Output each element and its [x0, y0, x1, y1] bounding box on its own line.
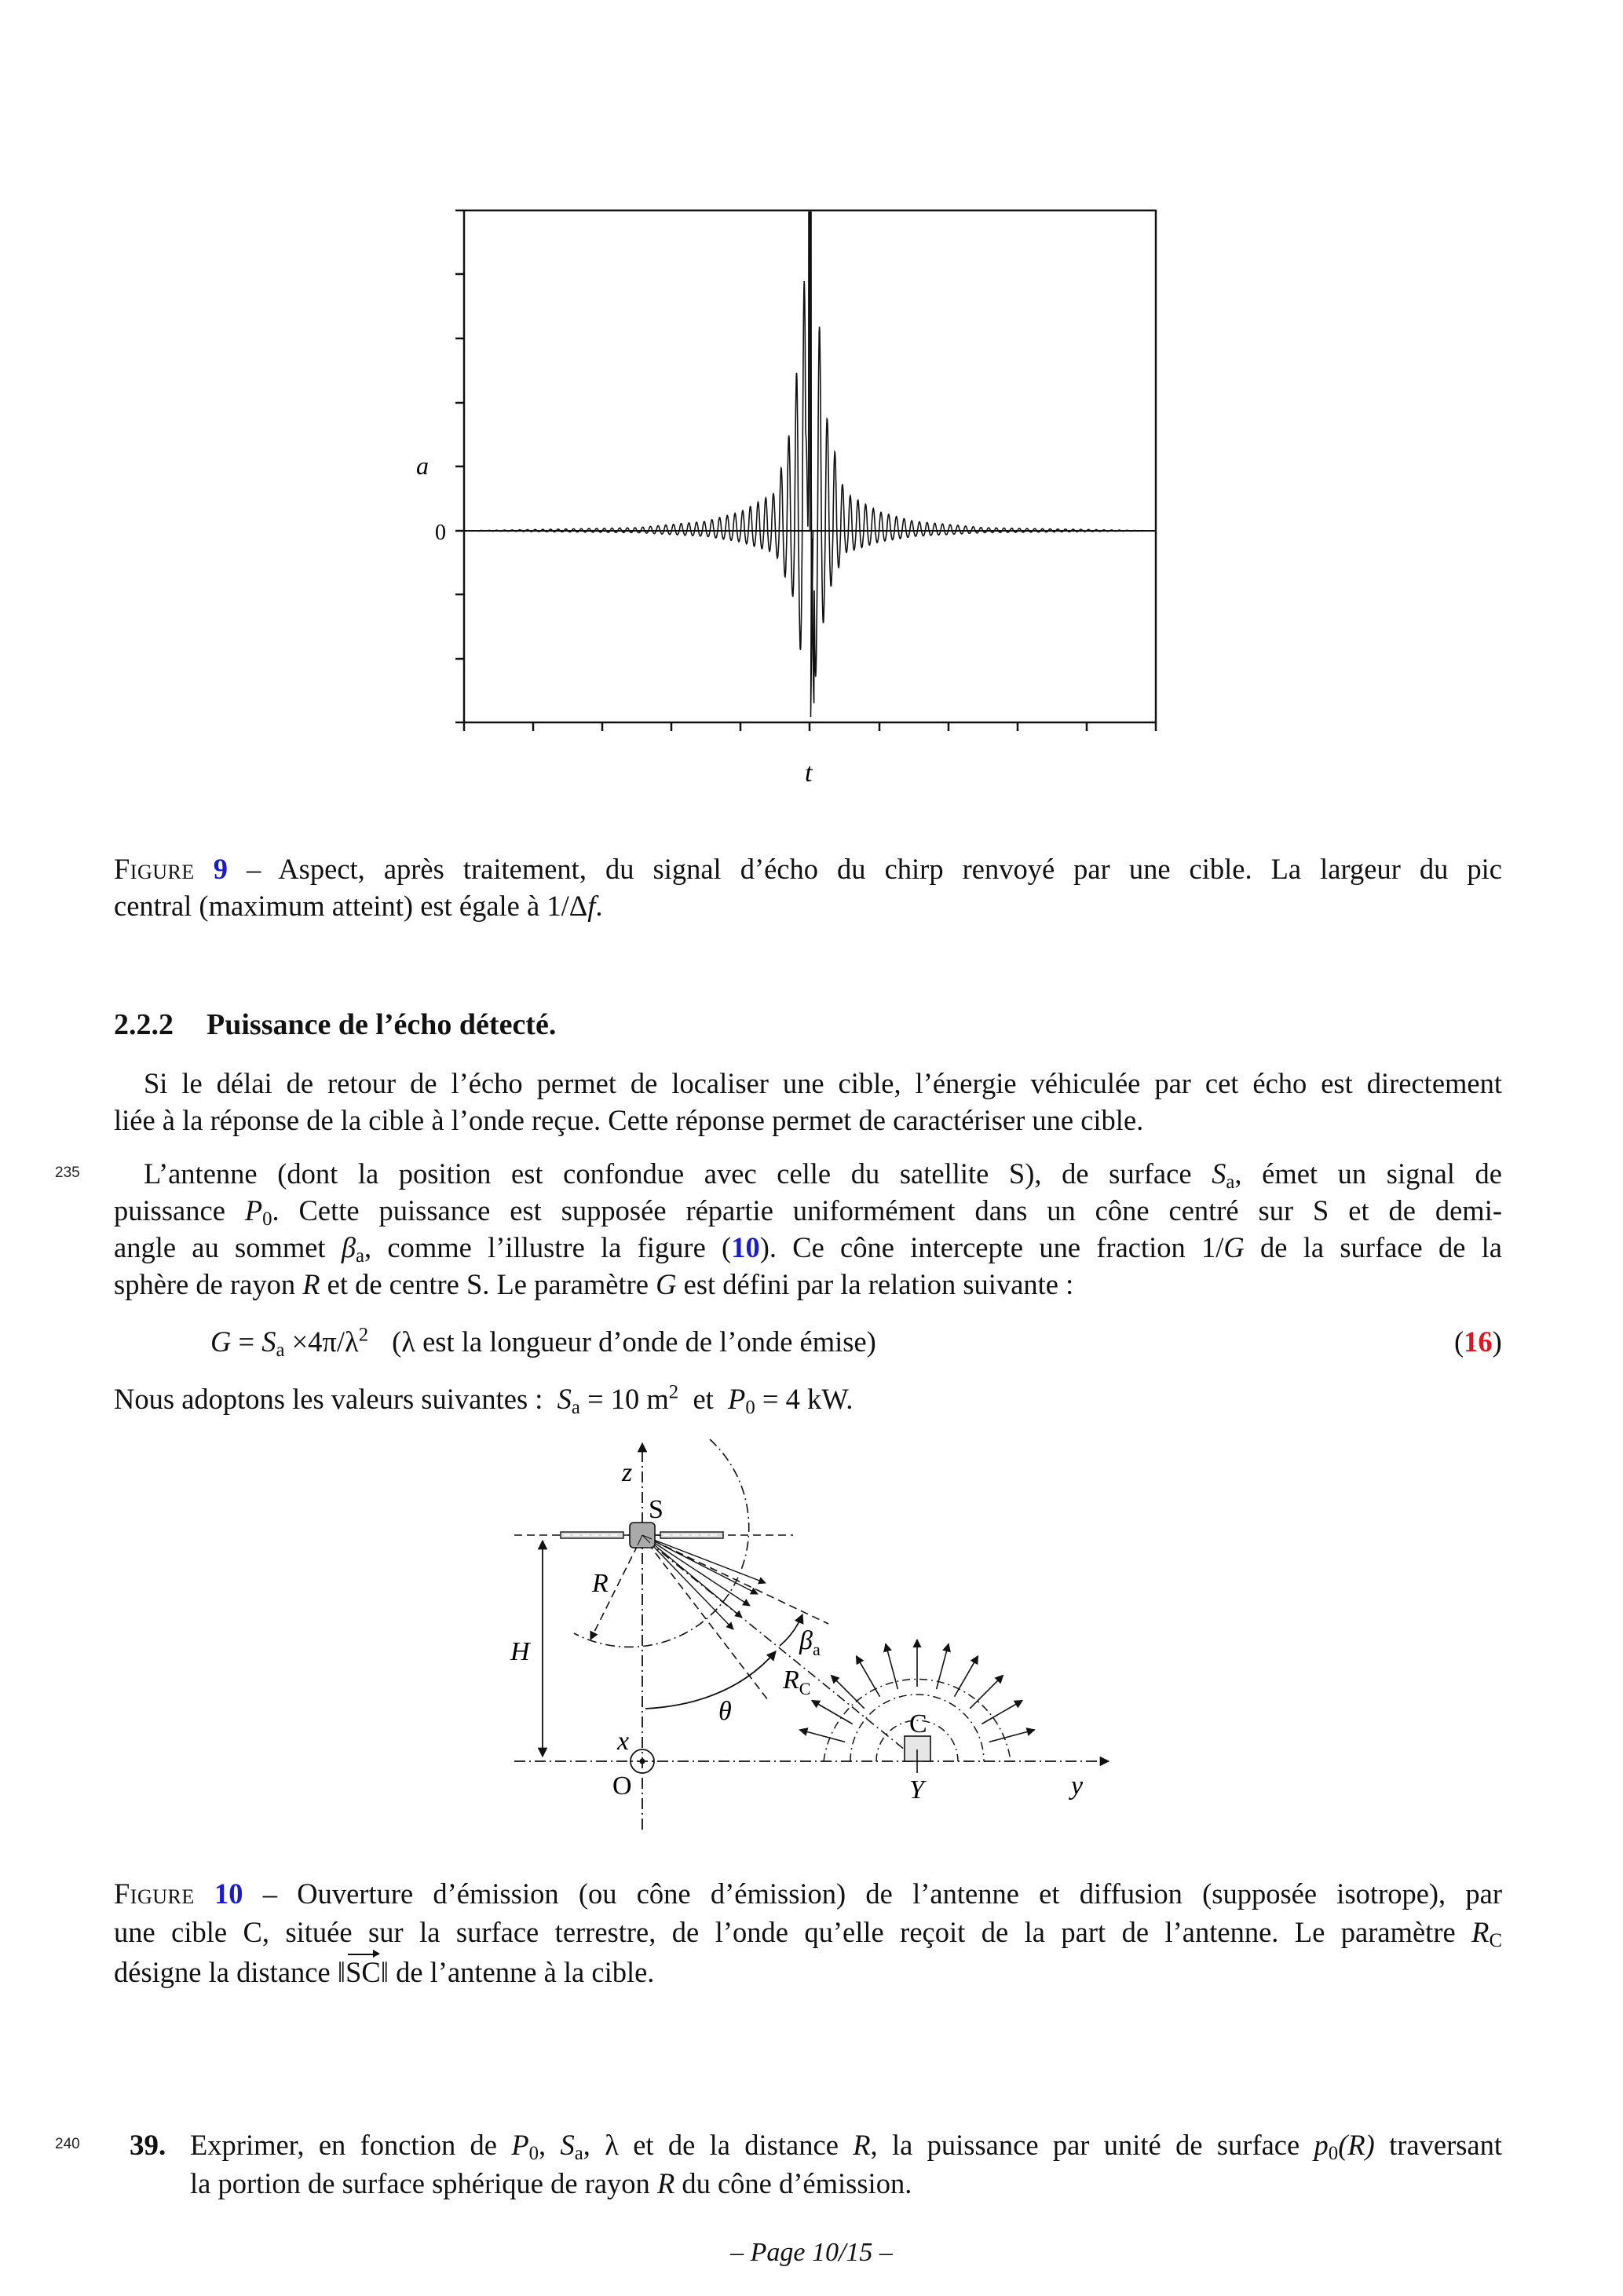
figure-9-caption-line-1	[114, 855, 1502, 884]
text: Nous adoptons les valeurs suivantes :	[114, 1383, 543, 1415]
text: ,	[539, 2129, 561, 2161]
caption-text: – Ouverture d’émission (ou cône d’émission) de l’antenne et diffusion (supposée isotrope), par	[243, 1877, 1503, 1910]
math-R: R	[1471, 1916, 1490, 1948]
cone-edge-left	[648, 1543, 768, 1700]
text: , λ et de la distance	[583, 2129, 854, 2161]
math-S: S	[1212, 1157, 1226, 1190]
cone-edge-right	[653, 1541, 828, 1624]
equation-comment: (λ est la longueur d’onde de l’onde émise)	[392, 1325, 876, 1358]
exponent: 2	[668, 1381, 679, 1403]
line-number-235: 235	[55, 1164, 80, 1181]
line-number-240: 240	[55, 2136, 80, 2152]
paragraph-1-line-1: Si le délai de retour de l’écho permet de localiser une cible, l’énergie véhiculée par cet écho est directement	[144, 1067, 1502, 1099]
label-S: S	[649, 1495, 663, 1524]
text: de la surface de la	[1244, 1231, 1503, 1263]
subscript: a	[1226, 1172, 1235, 1194]
text: puissance	[114, 1194, 245, 1227]
math-S: S	[560, 2129, 575, 2161]
vector-SC: SC	[345, 1956, 381, 1988]
subscript: a	[574, 2143, 583, 2165]
scatter-arrow	[981, 1701, 1022, 1724]
label-R: R	[592, 1569, 609, 1598]
label-theta: θ	[718, 1697, 732, 1726]
echo-signal-curve	[464, 212, 1156, 717]
text: la portion de surface sphérique de rayon	[190, 2167, 657, 2199]
paragraph-2-line-3	[114, 1231, 1503, 1267]
emitted-rays	[649, 1539, 766, 1629]
scatter-arrow	[812, 1701, 853, 1724]
math-R: R	[302, 1268, 320, 1300]
text: . Cette puissance est supposée répartie uniformément dans un cône centré sur S et de demi-	[272, 1194, 1502, 1227]
text: ). Ce cône intercepte une fraction 1/	[759, 1231, 1224, 1263]
label-O: O	[612, 1771, 632, 1801]
caption-text: – Aspect, après traitement, du signal d’écho du chirp renvoyé par une cible. La largeur du pic	[228, 853, 1503, 885]
figure-label: Figure	[114, 853, 195, 885]
equation-16	[210, 1324, 876, 1362]
y-axis-ticks	[455, 210, 464, 722]
question-number: 39.	[130, 2130, 166, 2162]
label-beta: $\beta_a$	[799, 1626, 821, 1659]
satellite	[561, 1523, 723, 1548]
label-H: H	[510, 1637, 530, 1666]
math-arg: (R)	[1338, 2129, 1375, 2161]
caption-text: une cible C, située sur la surface terrestre, de l’onde qu’elle reçoit de la part de l’antenne. Le paramètre	[114, 1916, 1472, 1948]
math-S: S	[261, 1325, 276, 1358]
math-S: S	[557, 1383, 572, 1415]
figure-number-link[interactable]: 10	[214, 1877, 243, 1910]
exponent: 2	[358, 1324, 369, 1346]
text: , la puissance par unité de surface	[870, 2129, 1314, 2161]
label-x: x	[617, 1727, 630, 1756]
label-Y: Y	[909, 1775, 924, 1804]
equation-number-link[interactable]: 16	[1464, 1325, 1493, 1358]
paragraph-2-line-1	[144, 1157, 1502, 1194]
subscript: C	[1489, 1930, 1502, 1952]
figure-10-diagram	[0, 1413, 1623, 1853]
scatter-arrow	[857, 1656, 880, 1697]
question-39-line-2	[190, 2167, 912, 2199]
subscript: a	[571, 1397, 580, 1419]
figure-9-chart	[0, 0, 1623, 785]
caption-text: .	[595, 890, 603, 922]
figure-10-reference-link[interactable]: 10	[731, 1231, 760, 1263]
figure-10-caption-line-3	[114, 1958, 654, 1987]
x-axis-ticks	[464, 722, 1156, 731]
scatter-arrow	[955, 1656, 978, 1697]
figure-label: Figure	[114, 1877, 195, 1910]
text: , émet un signal de	[1234, 1157, 1502, 1190]
x-axis-label: t	[805, 759, 813, 785]
section-number: 2.2.2	[114, 1008, 174, 1041]
scatter-arrow	[989, 1730, 1035, 1742]
figure-9-caption-line-2	[114, 892, 602, 921]
label-C: C	[909, 1709, 927, 1738]
label-y: y	[1071, 1771, 1084, 1801]
math-p: p	[1314, 2129, 1329, 2161]
text: du cône d’émission.	[674, 2167, 912, 2199]
scatter-arrow	[970, 1675, 1003, 1708]
caption-text: désigne la distance ‖	[114, 1956, 346, 1988]
text: et	[693, 1383, 714, 1415]
math-P: P	[244, 1194, 263, 1227]
text: sphère de rayon	[114, 1268, 303, 1300]
text: angle au sommet	[114, 1231, 342, 1263]
math-P: P	[728, 1383, 746, 1415]
section-heading	[114, 1010, 556, 1040]
equation-number: (16)	[1454, 1325, 1502, 1358]
value-sa: = 10 m	[579, 1383, 669, 1415]
subscript: 0	[1328, 2143, 1339, 2165]
origin-dot	[640, 1759, 645, 1764]
value-p0: = 4 kW.	[755, 1383, 854, 1415]
question-39-line-1	[190, 2129, 1503, 2165]
page-footer: – Page 10/15 –	[730, 2238, 893, 2267]
text: est défini par la relation suivante :	[676, 1268, 1074, 1300]
math-G: G	[1223, 1231, 1245, 1263]
text: Exprimer, en fonction de	[190, 2129, 512, 2161]
figure-10-caption-line-2	[114, 1916, 1502, 1952]
theta-angle-arc	[645, 1651, 776, 1709]
text: et de centre S. Le paramètre	[320, 1268, 656, 1300]
sc-line	[647, 1541, 917, 1760]
figure-number-link[interactable]: 9	[213, 853, 228, 885]
math-beta: β	[341, 1231, 356, 1263]
caption-text: central (maximum atteint) est égale à 1/Δ	[114, 890, 588, 922]
scatter-arrow	[799, 1730, 845, 1742]
math-f: f	[587, 890, 596, 922]
text: , comme l’illustre la figure (	[364, 1231, 732, 1263]
subscript: a	[356, 1245, 365, 1267]
paragraph-2-line-2	[114, 1194, 1502, 1230]
y-axis-label: a	[416, 452, 429, 480]
math-R: R	[853, 2129, 871, 2161]
subscript: 0	[262, 1208, 272, 1230]
math-P: P	[511, 2129, 529, 2161]
label-z: z	[622, 1458, 633, 1487]
label-Rc: $R_C$	[783, 1665, 811, 1698]
zero-tick-label: 0	[435, 521, 446, 545]
subscript: a	[276, 1340, 285, 1362]
adopted-values	[114, 1381, 854, 1419]
caption-text: ‖ de l’antenne à la cible.	[380, 1956, 655, 1988]
paragraph-2-line-4	[114, 1270, 1073, 1300]
math-G: G	[210, 1325, 232, 1358]
section-title: Puissance de l’écho détecté.	[207, 1008, 557, 1041]
math-G: G	[656, 1268, 677, 1300]
figure-10-caption-line-1	[114, 1877, 1503, 1910]
math-R: R	[656, 2167, 675, 2199]
formula-rest: ×4π/λ	[284, 1325, 359, 1358]
paragraph-1-line-2: liée à la réponse de la cible à l’onde reçue. Cette réponse permet de caractériser une cible.	[114, 1104, 1144, 1136]
subscript: 0	[528, 2143, 539, 2165]
text: traversant	[1374, 2129, 1503, 2161]
equals: =	[231, 1325, 262, 1358]
text: L’antenne (dont la position est confondue avec celle du satellite S), de surface	[144, 1157, 1212, 1190]
subscript: 0	[745, 1397, 755, 1419]
